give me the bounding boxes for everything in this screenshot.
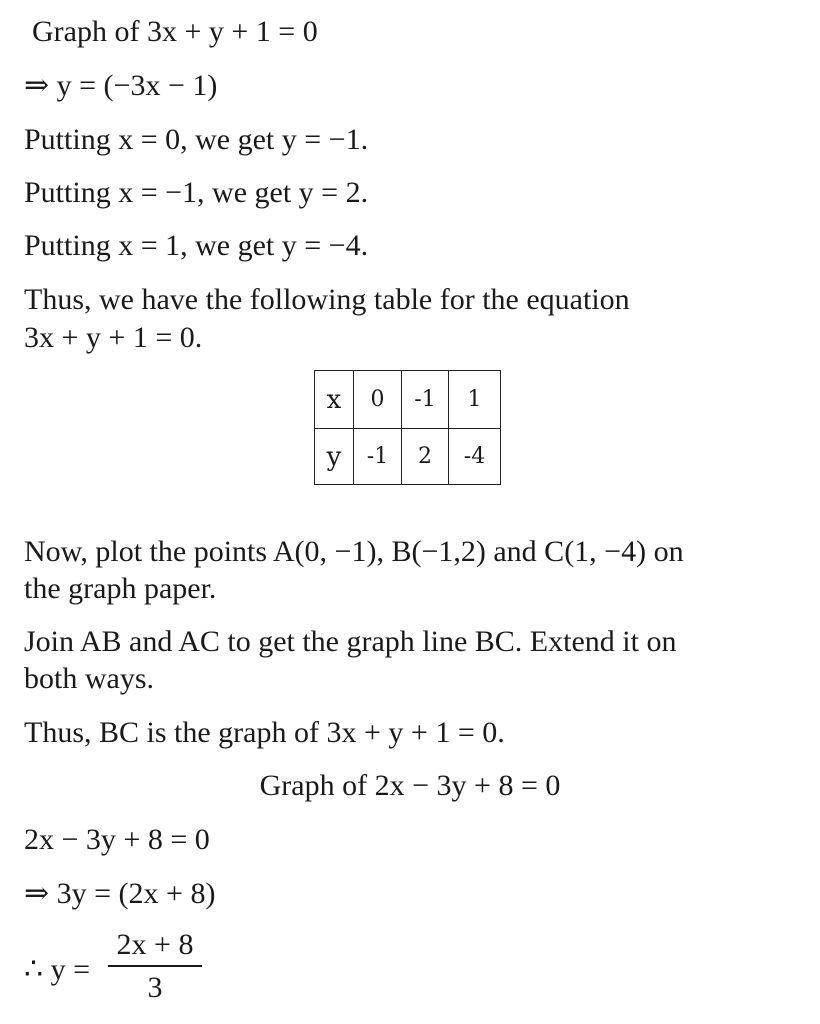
table-cell: -1 [354,429,402,485]
paragraph-line: Now, plot the points A(0, −1), B(−1,2) and C(1, −4) on [24,535,684,568]
equation-line: ⇒ y = (−3x − 1) [24,69,218,102]
therefore-prefix: ∴ y = [24,953,91,986]
table-cell: 0 [354,371,402,429]
substitution-line: Putting x = 0, we get y = −1. [24,123,369,156]
table-cell: 1 [449,371,501,429]
heading-graph-1: Graph of 3x + y + 1 = 0 [32,15,318,48]
paragraph-line: both ways. [24,662,154,695]
paragraph-line: the graph paper. [24,572,217,605]
table-cell: -4 [449,429,501,485]
equation-line: 2x − 3y + 8 = 0 [24,823,210,856]
heading-graph-2: Graph of 2x − 3y + 8 = 0 [259,769,561,802]
table-cell: y [315,429,354,485]
table-cell: 2 [402,429,449,485]
table-row [315,429,501,485]
table-cell: x [315,371,354,429]
table-row [315,371,501,429]
substitution-line: Putting x = −1, we get y = 2. [24,176,369,209]
equation-line: ⇒ 3y = (2x + 8) [24,877,216,910]
paragraph-line: 3x + y + 1 = 0. [24,321,203,354]
values-table [314,370,501,485]
paragraph-line: Thus, we have the following table for the equation [24,283,630,316]
fraction-denominator: 3 [147,971,163,1004]
fraction-bar [108,965,202,967]
paragraph-line: Thus, BC is the graph of 3x + y + 1 = 0. [24,716,505,749]
paragraph-line: Join AB and AC to get the graph line BC. Extend it on [24,625,677,658]
fraction-numerator: 2x + 8 [116,928,194,961]
substitution-line: Putting x = 1, we get y = −4. [24,229,369,262]
fraction [108,928,202,1005]
table-cell: -1 [402,371,449,429]
